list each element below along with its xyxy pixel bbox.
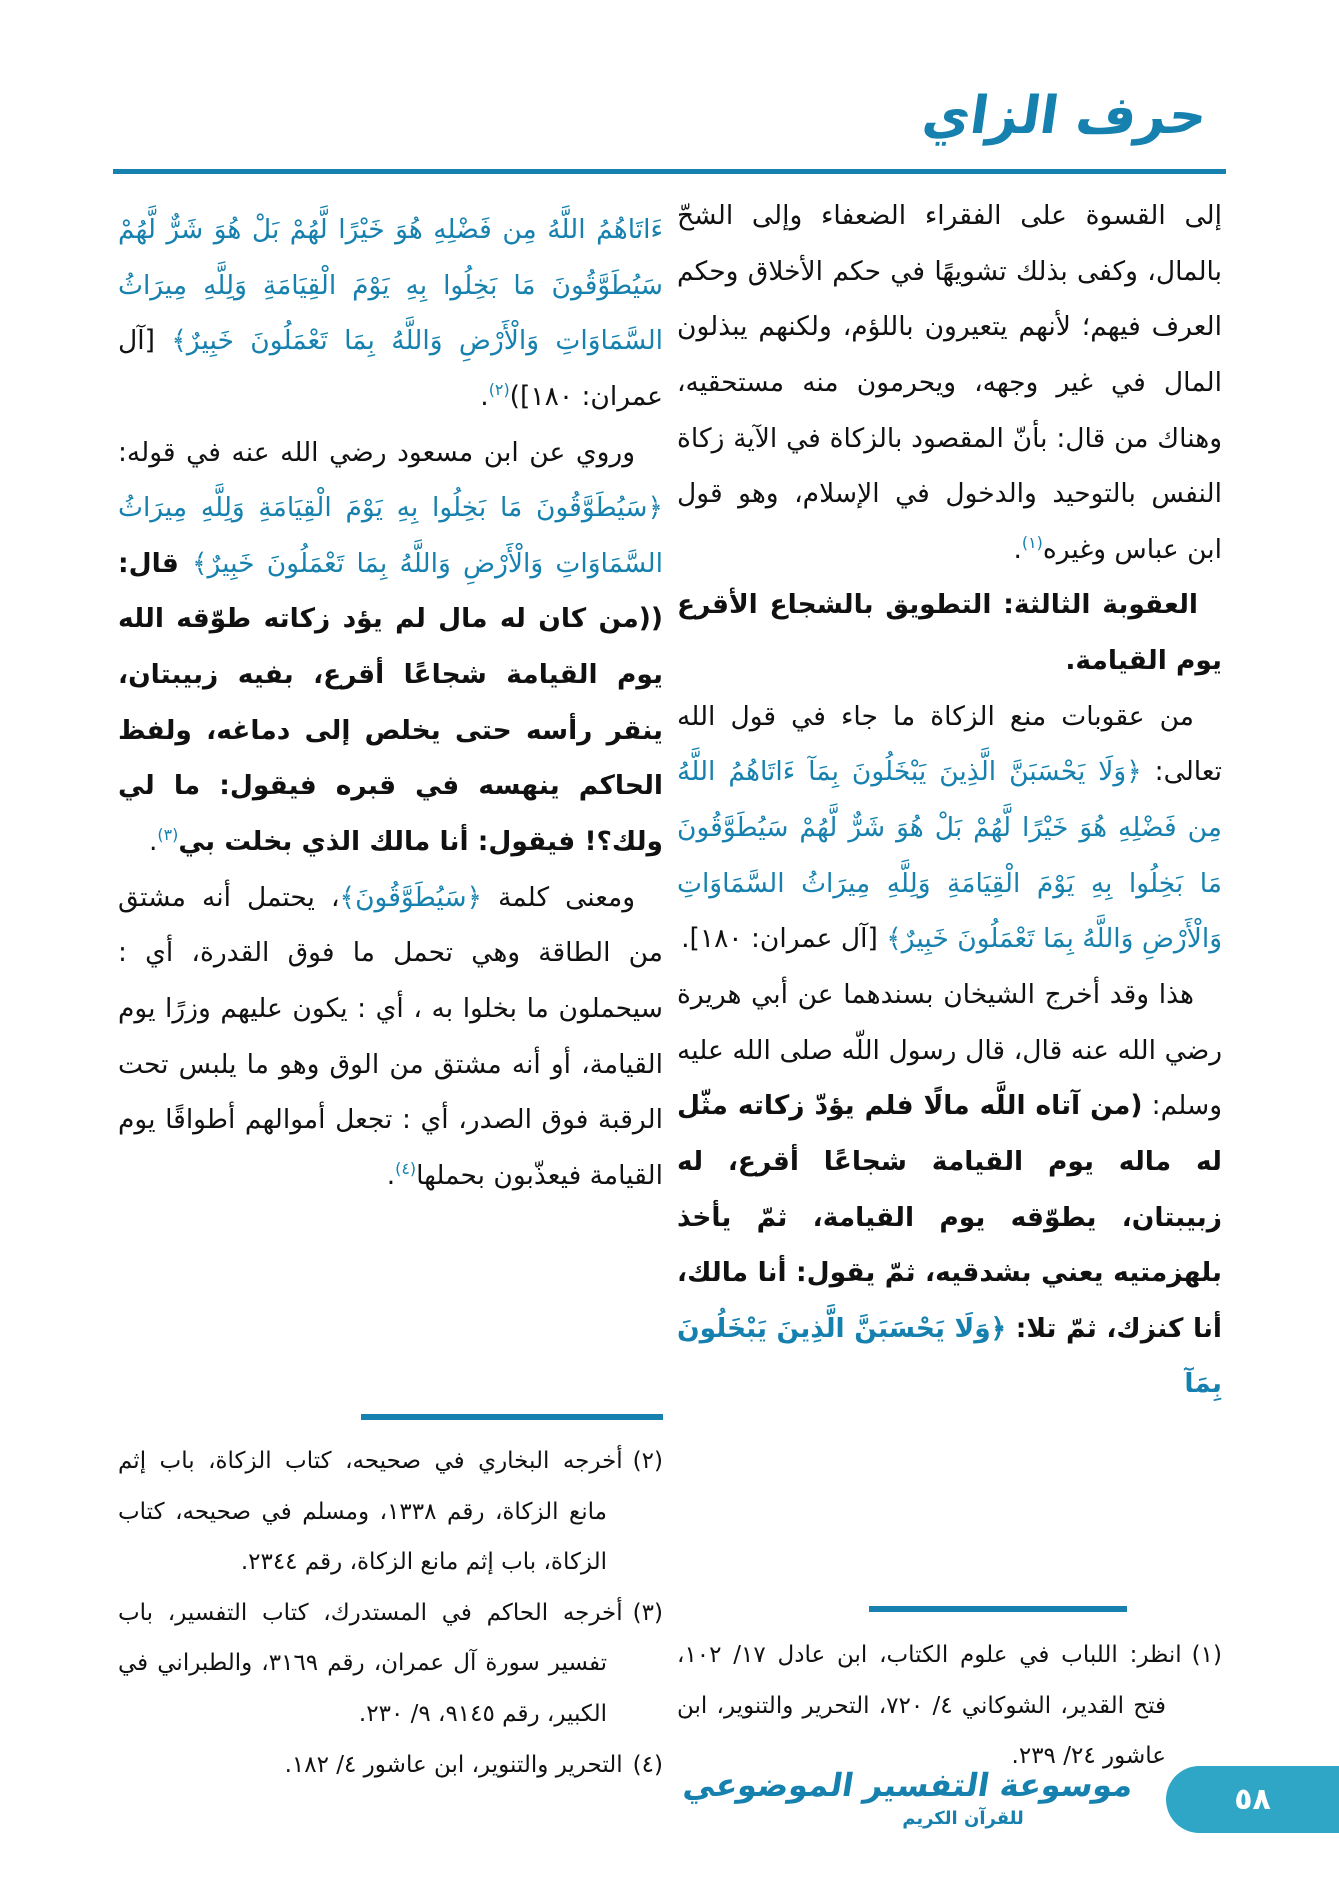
footnote-text: التحرير والتنوير، ابن عاشور ٤/ ١٨٢.	[284, 1751, 623, 1778]
paragraph-verse-continuation	[118, 202, 663, 425]
footnote-text: أخرجه البخاري في صحيحه، كتاب الزكاة، باب إثم مانع الزكاة، رقم ١٣٣٨، ومسلم في صحيحه، كتاب الزكاة، باب إثم مانع الزكاة، رقم ٢٣٤٤.	[118, 1448, 623, 1576]
footnote-number: (٣)	[632, 1599, 663, 1626]
body-text: وروي عن ابن مسعود رضي الله عنه في قوله:	[118, 436, 635, 468]
body-text: .	[1013, 533, 1022, 565]
body-text: هذا وقد أخرج الشيخان بسندهما عن أبي هريرة رضي الله عنه قال، قال رسول اللّه صلى الله عليه وسلم:	[677, 978, 1222, 1122]
footnote-2	[118, 1436, 663, 1588]
paragraph-continuation	[677, 188, 1222, 577]
footnote-ref-1: (١)	[1021, 533, 1043, 553]
body-text: إلى القسوة على الفقراء الضعفاء وإلى الشحّ بالمال، وكفى بذلك تشويهًا في حكم الأخلاق وحكم العرف فيهم؛ لأنهم يتعيرون باللؤم، ولكنهم يبذلون المال في غير وجهه، ويحرمون منه مستحقيه، وهناك من قال: بأنّ المقصود بالزكاة في الآية زكاة النفس بالتوحيد والدخول في الإسلام، وهو قول ابن عباس وغيره	[677, 200, 1222, 565]
footnote-ref-3: (٣)	[157, 825, 179, 845]
section-heading: العقوبة الثالثة: التطويق بالشجاع الأقرع يوم القيامة.	[677, 589, 1222, 677]
paragraph-word-meaning	[118, 870, 663, 1204]
column-left	[118, 188, 663, 1828]
body-text: .	[386, 1159, 396, 1191]
body-text: ومعنى كلمة	[482, 881, 635, 913]
quran-verse: ﴿سَيُطَوَّقُونَ مَا بَخِلُوا بِهِ يَوْمَ الْقِيَامَةِ وَلِلَّهِ مِيرَاثُ السَّمَاوَاتِ وَالْأَرْضِ وَاللَّهُ بِمَا تَعْمَلُونَ خَبِيرٌ﴾	[118, 492, 663, 579]
quran-verse-inline: ﴿وَلَا يَحْسَبَنَّ الَّذِينَ يَبْخَلُونَ بِمَآ	[677, 1312, 1222, 1400]
footnote-number: (٢)	[632, 1448, 663, 1474]
verse-reference: [آل عمران: ١٨٠])	[118, 325, 663, 412]
body-text: ، يحتمل أنه مشتق من الطاقة وهي تحمل ما فوق القدرة، أي : سيحملون ما بخلوا به ، أي : يكون عليهم وزرًا يوم القيامة، أو أنه مشتق من الوق وهو ما يلبس تحت الرقبة فوق الصدر، أي : تجعل أموالهم أطواقًا يوم القيامة فيعذّبون بحملها	[118, 881, 663, 1191]
footnote-separator	[361, 1414, 663, 1420]
quran-verse: ﴿وَلَا يَحْسَبَنَّ الَّذِينَ يَبْخَلُونَ بِمَآ ءَاتَاهُمُ اللَّهُ مِن فَضْلِهِ هُوَ خَيْرًا لَّهُمْ بَلْ هُوَ شَرٌّ لَّهُمْ سَيُطَوَّقُونَ مَا بَخِلُوا بِهِ يَوْمَ الْقِيَامَةِ وَلِلَّهِ مِيرَاثُ السَّمَاوَاتِ وَالْأَرْضِ وَاللَّهُ بِمَا تَعْمَلُونَ خَبِيرٌ﴾	[677, 756, 1222, 955]
quran-verse: ءَاتَاهُمُ اللَّهُ مِن فَضْلِهِ هُوَ خَيْرًا لَّهُمْ بَلْ هُوَ شَرٌّ لَّهُمْ سَيُطَوَّقُونَ مَا بَخِلُوا بِهِ يَوْمَ الْقِيَامَةِ وَلِلَّهِ مِيرَاثُ السَّمَاوَاتِ وَالْأَرْضِ وَاللَّهُ بِمَا تَعْمَلُونَ خَبِيرٌ﴾	[118, 214, 664, 357]
footnote-separator	[869, 1606, 1127, 1612]
footnote-number: (٤)	[632, 1751, 663, 1778]
footnote-area-right	[677, 1606, 1222, 1782]
body-text: من عقوبات منع الزكاة ما جاء في قول الله تعالى:	[677, 700, 1222, 788]
column-right	[677, 188, 1222, 1828]
footnote-ref-2: (٢)	[488, 380, 510, 400]
page-number: ٥٨	[1234, 1782, 1271, 1817]
footnote-1	[677, 1630, 1222, 1782]
verse-reference: [آل عمران: ١٨٠].	[681, 923, 887, 955]
body-text: .	[480, 380, 489, 412]
body-text: .	[148, 826, 158, 858]
paragraph-hadith	[677, 967, 1222, 1412]
logo-subtitle: للقرآن الكريم	[902, 1808, 1024, 1829]
hadith-text: قال: ((من كان له مال لم يؤد زكاته طوّقه الله يوم القيامة شجاعًا أقرع، بفيه زبيبتان، ينقر رأسه حتى يخلص إلى دماغه، ولفظ الحاكم ينهسه في قبره فيقول: ما لي ولك؟! فيقول: أنا مالك الذي بخلت بي	[118, 547, 663, 858]
footnote-ref-4: (٤)	[395, 1159, 417, 1179]
logo-title: موسوعة التفسير الموضوعي	[680, 1766, 1137, 1804]
footnote-4	[118, 1740, 663, 1791]
encyclopedia-logo-calligraphy	[680, 1766, 1137, 1829]
footnote-number: (١)	[1191, 1642, 1222, 1668]
paragraph-verse-citation	[677, 689, 1222, 967]
page-number-badge	[1166, 1766, 1339, 1833]
chapter-title-calligraphy: حرف الزاي	[919, 86, 1212, 146]
paragraph-ibn-masoud	[118, 425, 663, 870]
quran-word: ﴿سَيُطَوَّقُونَ﴾	[339, 881, 483, 913]
header-rule	[113, 169, 1226, 174]
footnote-area-left	[118, 1414, 663, 1790]
hadith-text: (من آتاه اللَّه مالًا فلم يؤدّ زكاته مثّل له ماله يوم القيامة شجاعًا أقرع، له زبيبتان، يطوّقه يوم القيامة، ثمّ يأخذ بلهزمتيه يعني بشدقيه، ثمّ يقول: أنا مالك، أنا كنزك، ثمّ تلا:	[677, 1090, 1222, 1344]
footnote-3	[118, 1588, 663, 1740]
footnote-text: أخرجه الحاكم في المستدرك، كتاب التفسير، باب تفسير سورة آل عمران، رقم ٣١٦٩، والطبراني في الكبير، رقم ٩١٤٥، ٩/ ٢٣٠.	[118, 1599, 623, 1727]
footnote-text: انظر: اللباب في علوم الكتاب، ابن عادل ١٧/ ١٠٢، فتح القدير، الشوكاني ٤/ ٧٢٠، التحرير والتنوير، ابن عاشور ٢٤/ ٢٣٩.	[677, 1642, 1182, 1770]
